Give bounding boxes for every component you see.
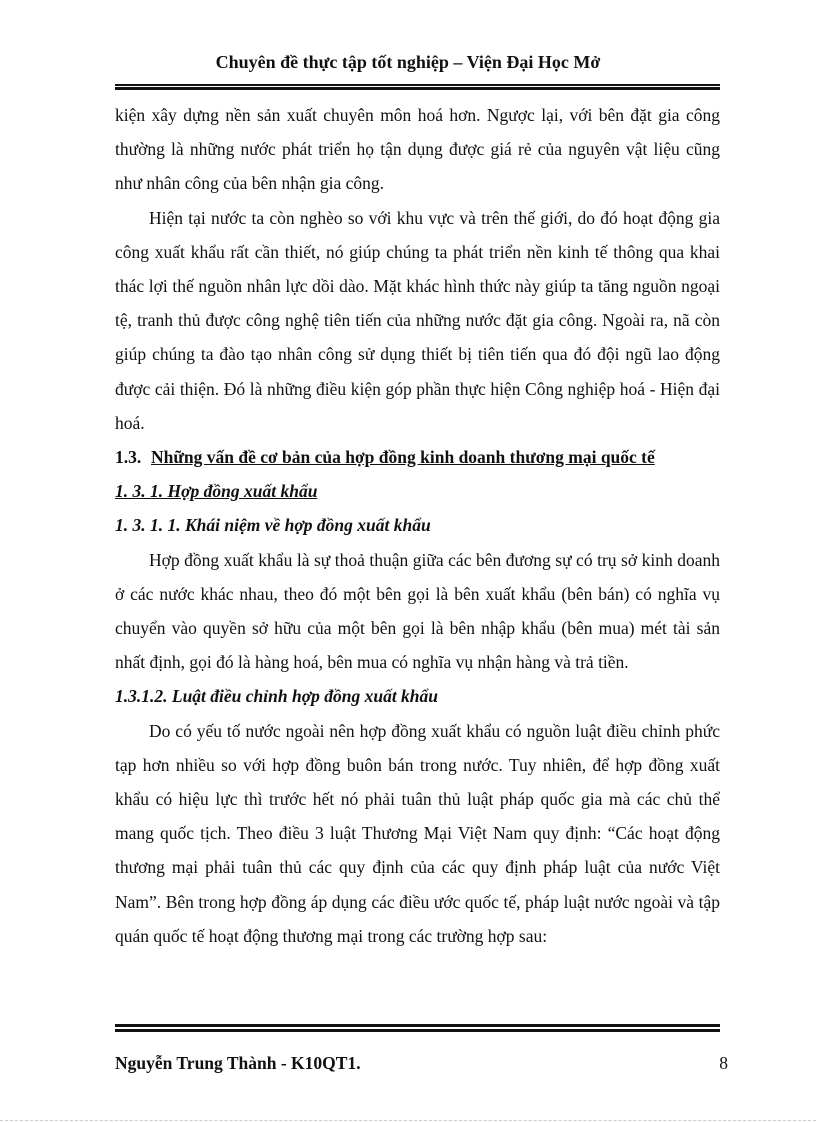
header-rule <box>115 84 720 90</box>
paragraph-current-situation: Hiện tại nước ta còn nghèo so với khu vực và trên thế giới, do đó hoạt động gia công xuất khẩu rất cần thiết, nó giúp chúng ta phát triển nền kinh tế thông qua khai thác lợi thế nguồn nhân lực dồi dào. Mặt khác hình thức này giúp ta tăng nguồn ngoại tệ, tranh thủ được công nghệ tiên tiến của những nước đặt gia công. Ngoài ra, nã còn giúp chúng ta đào tạo nhân công sử dụng thiết bị tiên tiến qua đó đội ngũ lao động được cải thiện. Đó là những điều kiện góp phần thực hiện Công nghiệp hoá - Hiện đại hoá. <box>115 207 720 433</box>
subsection-heading-1-3-1-1: 1. 3. 1. 1. Khái niệm về hợp đồng xuất khẩu <box>115 515 431 536</box>
page-header: Chuyên đề thực tập tốt nghiệp – Viện Đại Học Mở <box>215 52 601 72</box>
footer-author: Nguyễn Trung Thành - K10QT1. <box>115 1053 361 1073</box>
page-footer <box>115 1052 728 1074</box>
document-body <box>115 98 720 953</box>
subsection-heading-1-3-1-2: 1.3.1.2. Luật điều chỉnh hợp đồng xuất khẩu <box>115 686 439 707</box>
paragraph-definition: Hợp đồng xuất khẩu là sự thoả thuận giữa các bên đương sự có trụ sở kinh doanh ở các nước khác nhau, theo đó một bên gọi là bên xuất khẩu (bên bán) có nghĩa vụ chuyển vào quyền sở hữu của một bên gọi là bên nhập khẩu (bên mua) mét tài sản nhất định, gọi đó là hàng hoá, bên mua có nghĩa vụ nhận hàng và trả tiền. <box>115 549 720 673</box>
section-heading-1-3 <box>115 440 720 474</box>
section-number: 1.3. <box>115 447 142 468</box>
page-number: 8 <box>719 1053 728 1073</box>
paragraph-governing-law: Do có yếu tố nước ngoài nên hợp đồng xuất khẩu có nguồn luật điều chỉnh phức tạp hơn nhiều so với hợp đồng buôn bán trong nước. Tuy nhiên, để hợp đồng xuất khẩu có hiệu lực thì trước hết nó phải tuân thủ luật pháp quốc gia mà các chủ thể mang quốc tịch. Theo điều 3 luật Thương Mại Việt Nam quy định: “Các hoạt động thương mại phải tuân thủ các quy định của các quy định pháp luật của nước Việt Nam”. Bên trong hợp đồng áp dụng các điều ước quốc tế, pháp luật nước ngoài và tập quán quốc tế hoạt động thương mại trong các trường hợp sau: <box>115 720 720 946</box>
footer-rule <box>115 1024 720 1032</box>
paragraph-continuation: kiện xây dựng nền sản xuất chuyên môn hoá hơn. Ngược lại, với bên đặt gia công thường là những nước phát triển họ tận dụng được giá rẻ của nguyên vật liệu cũng như nhân công của bên nhận gia công. <box>115 105 720 194</box>
page-edge-divider <box>0 1120 816 1121</box>
subsection-heading-1-3-1: 1. 3. 1. Hợp đồng xuất khẩu <box>115 481 318 502</box>
section-title: Những vấn đề cơ bản của hợp đồng kinh doanh thương mại quốc tế <box>151 447 655 468</box>
